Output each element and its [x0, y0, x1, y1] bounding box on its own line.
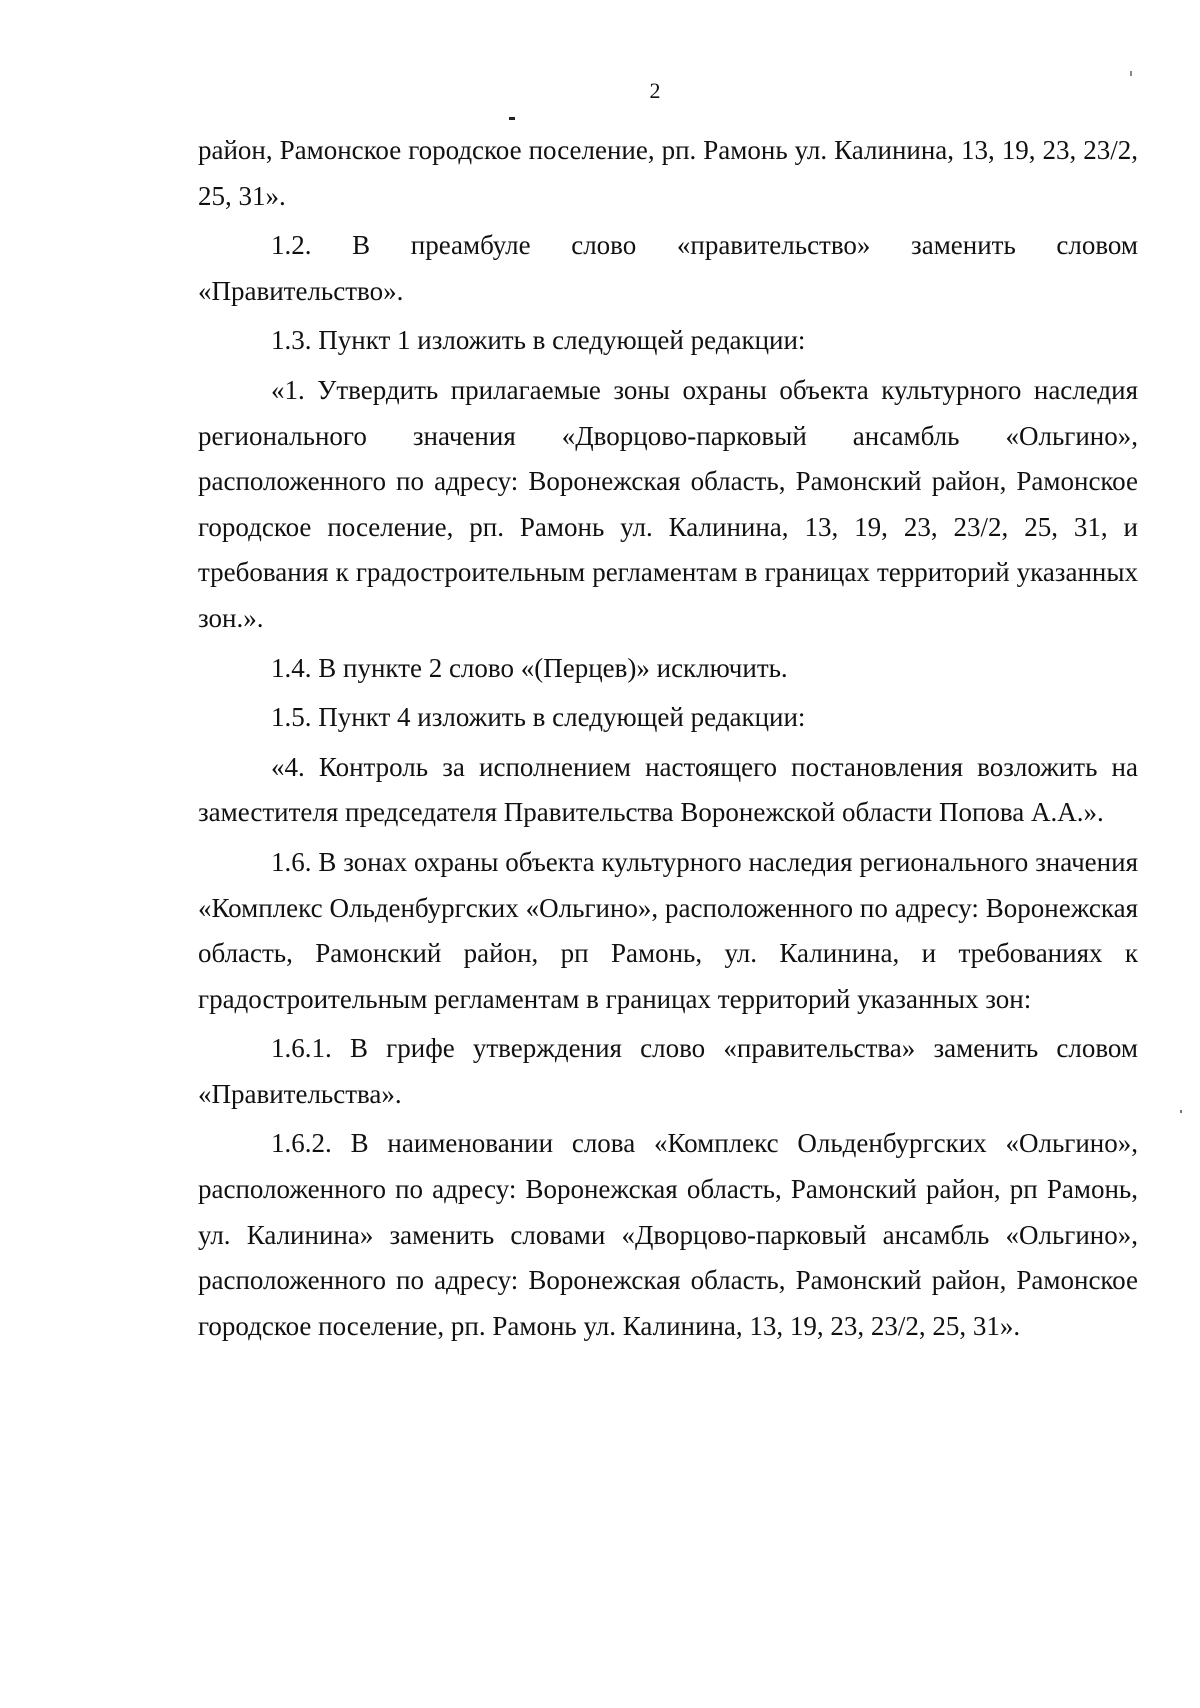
- paragraph-continuation: район, Рамонское городское поселение, рп. Рамонь ул. Калинина, 13, 19, 23, 23/2, 25, 31».: [198, 135, 1138, 211]
- document-body: [198, 128, 1138, 1353]
- scan-mark: [1130, 71, 1132, 76]
- scan-mark: [509, 117, 515, 120]
- paragraph-1-5: 1.5. Пункт 4 изложить в следующей редакции:: [271, 702, 806, 733]
- paragraph-1-2: 1.2. В преамбуле слово «правительство» заменить словом «Правительство».: [198, 230, 1138, 306]
- page-number: 2: [649, 78, 661, 103]
- paragraph-quote-point-4: «4. Контроль за исполнением настоящего постановления возложить на заместителя председателя Правительства Воронежской области Попова А.А.».: [198, 751, 1138, 828]
- paragraph-quote-point-1: «1. Утвердить прилагаемые зоны охраны объекта культурного наследия регионального значения «Дворцово-парковый ансамбль «Ольгино», расположенного по адресу: Воронежская область, Рамонский район, Рамонское городское поселение, рп. Рамонь ул. Калинина, 13, 19, 23, 23/2, 25, 31, и требования к градостроительным регламентам в границах территорий указанных зон.».: [198, 374, 1138, 633]
- scan-mark: [1180, 1110, 1182, 1113]
- paragraph-1-3: 1.3. Пункт 1 изложить в следующей редакции:: [271, 325, 806, 356]
- paragraph-1-6-2: 1.6.2. В наименовании слова «Комплекс Ольденбургских «Ольгино», расположенного по адресу: Воронежская область, Рамонский район, рп Рамонь, ул. Калинина» заменить словами «Дворцово-парковый ансамбль «Ольгино», расположенного по адресу: Воронежская область, Рамонский район, Рамонское городское поселение, рп. Рамонь ул. Калинина, 13, 19, 23, 23/2, 25, 31».: [198, 1128, 1138, 1341]
- paragraph-1-6: 1.6. В зонах охраны объекта культурного наследия регионального значения «Комплекс Ольденбургских «Ольгино», расположенного по адресу: Воронежская область, Рамонский район, рп Рамонь, ул. Калинина, и требованиях к градостроительным регламентам в границах территорий указанных зон:: [198, 846, 1138, 1014]
- paragraph-1-6-1: 1.6.1. В грифе утверждения слово «правительства» заменить словом «Правительства».: [198, 1033, 1138, 1109]
- paragraph-1-4: 1.4. В пункте 2 слово «(Перцев)» исключить.: [271, 652, 788, 683]
